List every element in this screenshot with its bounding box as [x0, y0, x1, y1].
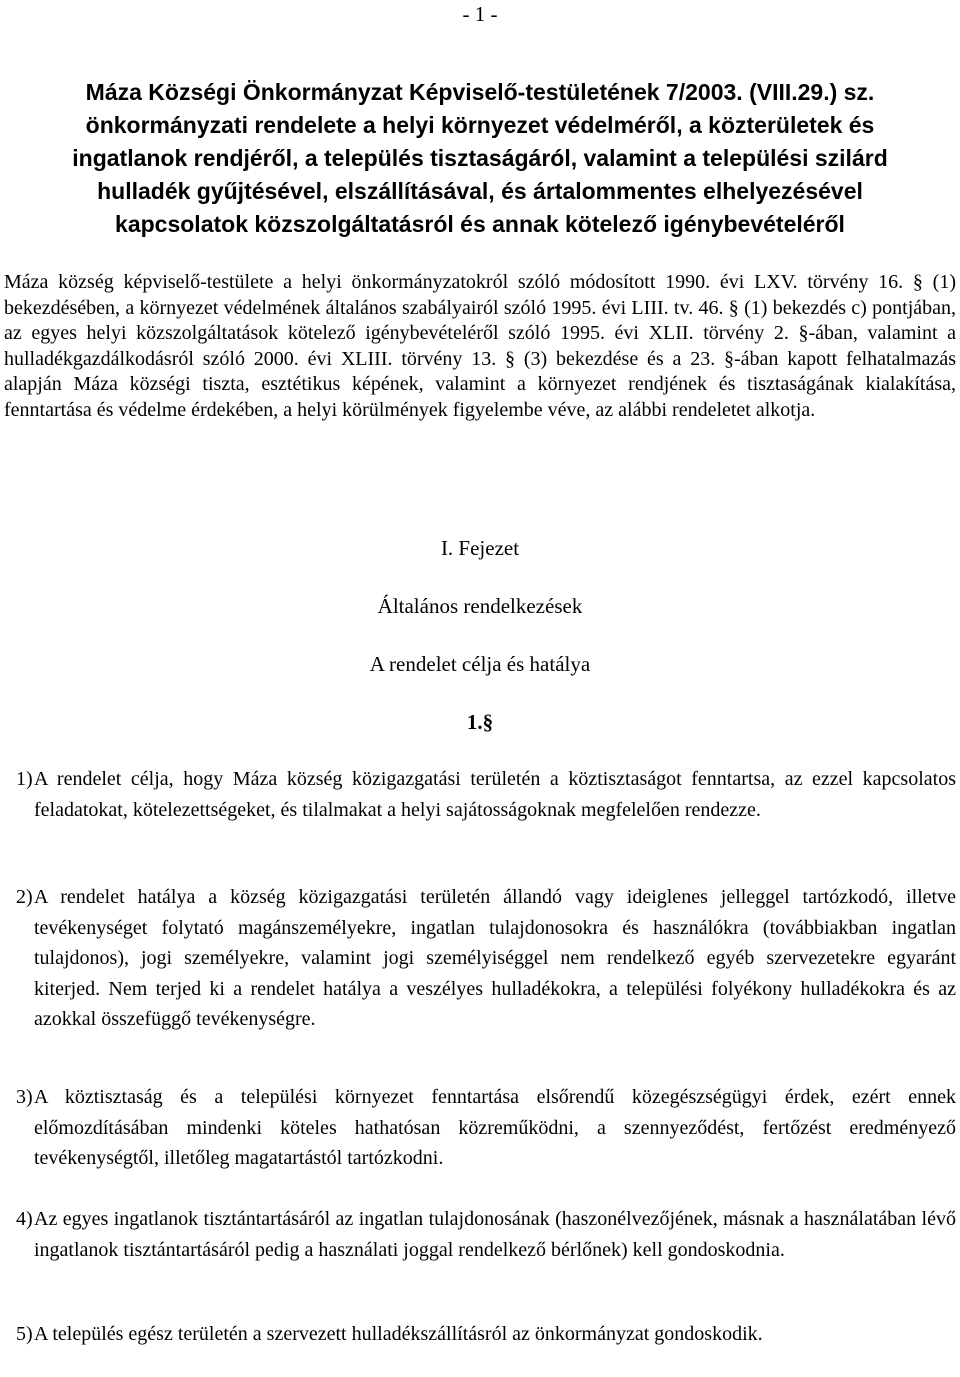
paragraph-5	[16, 1319, 956, 1350]
paragraph-number: 3)	[16, 1086, 33, 1108]
paragraph-number: 1)	[16, 768, 33, 790]
paragraph-number: 4)	[16, 1208, 33, 1230]
title-line: önkormányzati rendelete a helyi környezet védelméről, a közterületek és	[85, 112, 875, 138]
paragraph-text: A rendelet hatálya a község közigazgatási területén állandó vagy ideiglenes jelleggel tartózkodó, illetve tevékenységet folytató magánszemélyekre, ingatlan tulajdonosokra és használókra (továbbiakban ingatlan tulajdonos), jogi személyekre, valamint jogi személyiséggel nem rendelkező egyéb szervezetekre egyaránt kiterjed. Nem terjed ki a rendelet hatálya a veszélyes hulladékokra, a települési folyékony hulladékokra és az azokkal összefüggő tevékenységre.	[34, 886, 956, 1030]
title-line: kapcsolatok közszolgáltatásról és annak kötelező igénybevételéről	[115, 211, 845, 237]
paragraph-number: 5)	[16, 1323, 33, 1345]
chapter-heading: I. Fejezet	[440, 536, 520, 560]
title-line: ingatlanok rendjéről, a település tisztaságáról, valamint a települési szilárd	[72, 145, 888, 171]
paragraph-4	[16, 1204, 956, 1265]
title-line: Máza Községi Önkormányzat Képviselő-testületének 7/2003. (VIII.29.) sz.	[85, 79, 875, 105]
page-number: - 1 -	[462, 2, 498, 26]
paragraph-text: Az egyes ingatlanok tisztántartásáról az ingatlan tulajdonosának (haszonélvezőjének, másnak a használatában lévő ingatlanok tisztántartásáról pedig a használati joggal rendelkező bérlőnek) kell gondoskodnia.	[34, 1208, 956, 1261]
paragraph-3	[16, 1082, 956, 1174]
paragraph-text: A köztisztaság és a települési környezet fenntartása elsőrendű közegészségügyi érdek, ezért ennek előmozdításában mindenki köteles hathatósan közreműködni, a szennyeződést, fertőzést eredményező tevékenységtől, illetőleg magatartástól tartózkodni.	[34, 1086, 956, 1169]
paragraph-text: A település egész területén a szervezett hulladékszállításról az önkormányzat gondoskodik.	[34, 1323, 763, 1345]
paragraph-1	[16, 764, 956, 825]
title-line: hulladék gyűjtésével, elszállításával, és ártalommentes elhelyezésével	[97, 178, 863, 204]
paragraph-2	[16, 882, 956, 1035]
paragraph-text: A rendelet célja, hogy Máza község közigazgatási területén a köztisztaságot fenntartsa, az ezzel kapcsolatos feladatokat, kötelezettségeket, és tilalmakat a helyi sajátosságoknak megfelelően rendezze.	[34, 768, 956, 821]
chapter-title: Általános rendelkezések	[377, 594, 583, 618]
paragraph-number: 2)	[16, 886, 33, 908]
section-subtitle: A rendelet célja és hatálya	[369, 652, 591, 676]
document-title	[6, 76, 954, 241]
preamble-paragraph: Máza község képviselő-testülete a helyi önkormányzatokról szóló módosított 1990. évi LXV. törvény 16. § (1) bekezdésében, a környezet védelmének általános szabályairól szóló 1995. évi LIII. tv. 46. § (1) bekezdés c) pontjában, az egyes helyi közszolgáltatások kötelező igénybevételéről szóló 1995. évi XLII. törvény 2. §-ában, valamint a hulladékgazdálkodásról szóló 2000. évi XLIII. törvény 13. § (3) bekezdése és a 23. §-ában kapott felhatalmazás alapján Máza községi tiszta, esztétikus képének, valamint a környezet rendjének és tisztaságának kialakítása, fenntartása és védelme érdekében, a helyi körülmények figyelembe véve, az alábbi rendeletet alkotja.	[4, 271, 956, 421]
section-number: 1.§	[466, 710, 494, 734]
